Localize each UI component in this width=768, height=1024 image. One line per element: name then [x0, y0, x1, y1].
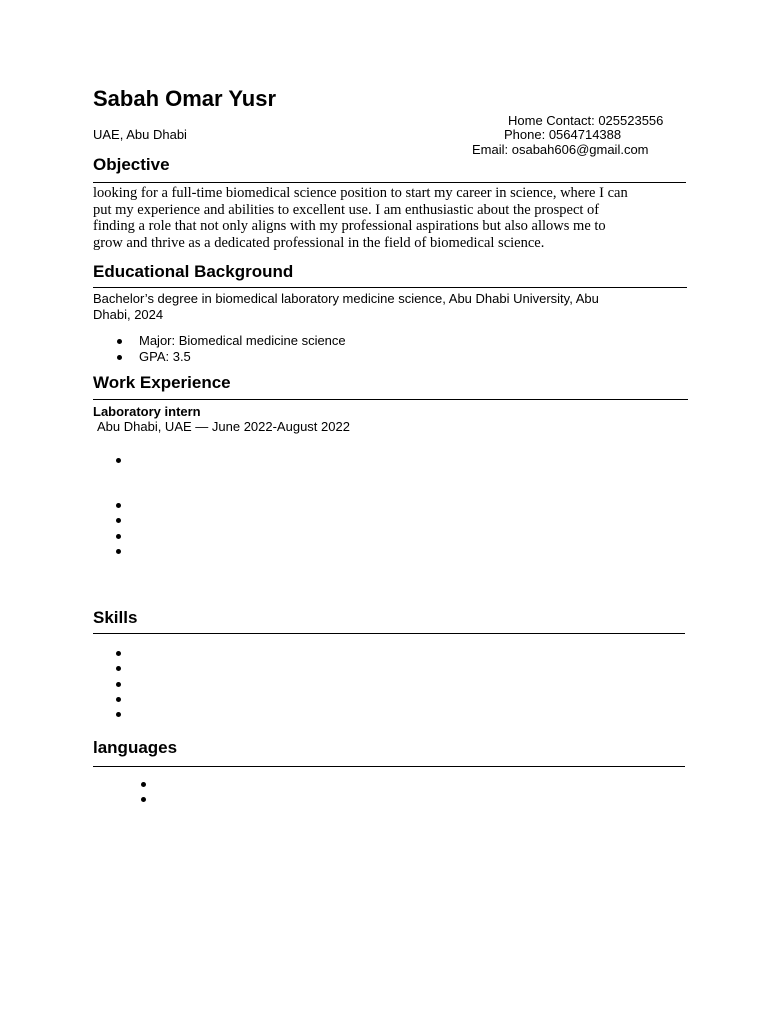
- skills-bullet: [116, 666, 121, 671]
- objective-line: looking for a full-time biomedical science position to start my career in science, where I can: [93, 185, 628, 201]
- job-title: Laboratory intern: [93, 404, 201, 419]
- languages-bullet: [141, 782, 146, 787]
- work-bullet: [116, 518, 121, 523]
- skills-bullet: [116, 712, 121, 717]
- location: UAE, Abu Dhabi: [93, 127, 187, 142]
- objective-heading: Objective: [93, 155, 170, 174]
- objective-line: put my experience and abilities to excellent use. I am enthusiastic about the prospect of: [93, 201, 600, 218]
- objective-line: finding a role that not only aligns with my professional aspirations but also allows me to: [93, 218, 606, 234]
- languages-heading: languages: [93, 738, 178, 757]
- work-divider: [93, 399, 688, 400]
- education-divider: [93, 287, 687, 288]
- objective-paragraph: [93, 185, 673, 251]
- email-address: Email: osabah606@gmail.com: [472, 142, 649, 157]
- skills-bullet: [116, 651, 121, 656]
- work-heading: Work Experience: [93, 373, 231, 392]
- resume-name: Sabah Omar Yusr: [93, 86, 277, 111]
- education-bullet-gpa: GPA: 3.5: [139, 349, 191, 364]
- degree-description: [93, 291, 683, 323]
- phone-number: Phone: 0564714388: [504, 127, 622, 142]
- degree-line: Dhabi, 2024: [93, 307, 164, 322]
- job-details: Abu Dhabi, UAE — June 2022-August 2022: [97, 419, 350, 434]
- degree-line: Bachelor’s degree in biomedical laboratory medicine science, Abu Dhabi University, Abu: [93, 291, 599, 306]
- work-bullet: [116, 549, 121, 554]
- education-bullet-major: Major: Biomedical medicine science: [139, 333, 346, 348]
- languages-bullet: [141, 797, 146, 802]
- work-bullet: [116, 503, 121, 508]
- skills-bullet: [116, 682, 121, 687]
- work-bullet: [116, 458, 121, 463]
- objective-line: grow and thrive as a dedicated professional in the field of biomedical science.: [93, 234, 545, 251]
- home-contact: Home Contact: 025523556: [508, 113, 664, 128]
- work-bullet: [116, 534, 121, 539]
- skills-heading: Skills: [93, 608, 138, 627]
- skills-divider: [93, 633, 685, 634]
- skills-bullet: [116, 697, 121, 702]
- education-heading: Educational Background: [93, 262, 294, 281]
- objective-divider: [93, 182, 686, 183]
- languages-divider: [93, 766, 685, 767]
